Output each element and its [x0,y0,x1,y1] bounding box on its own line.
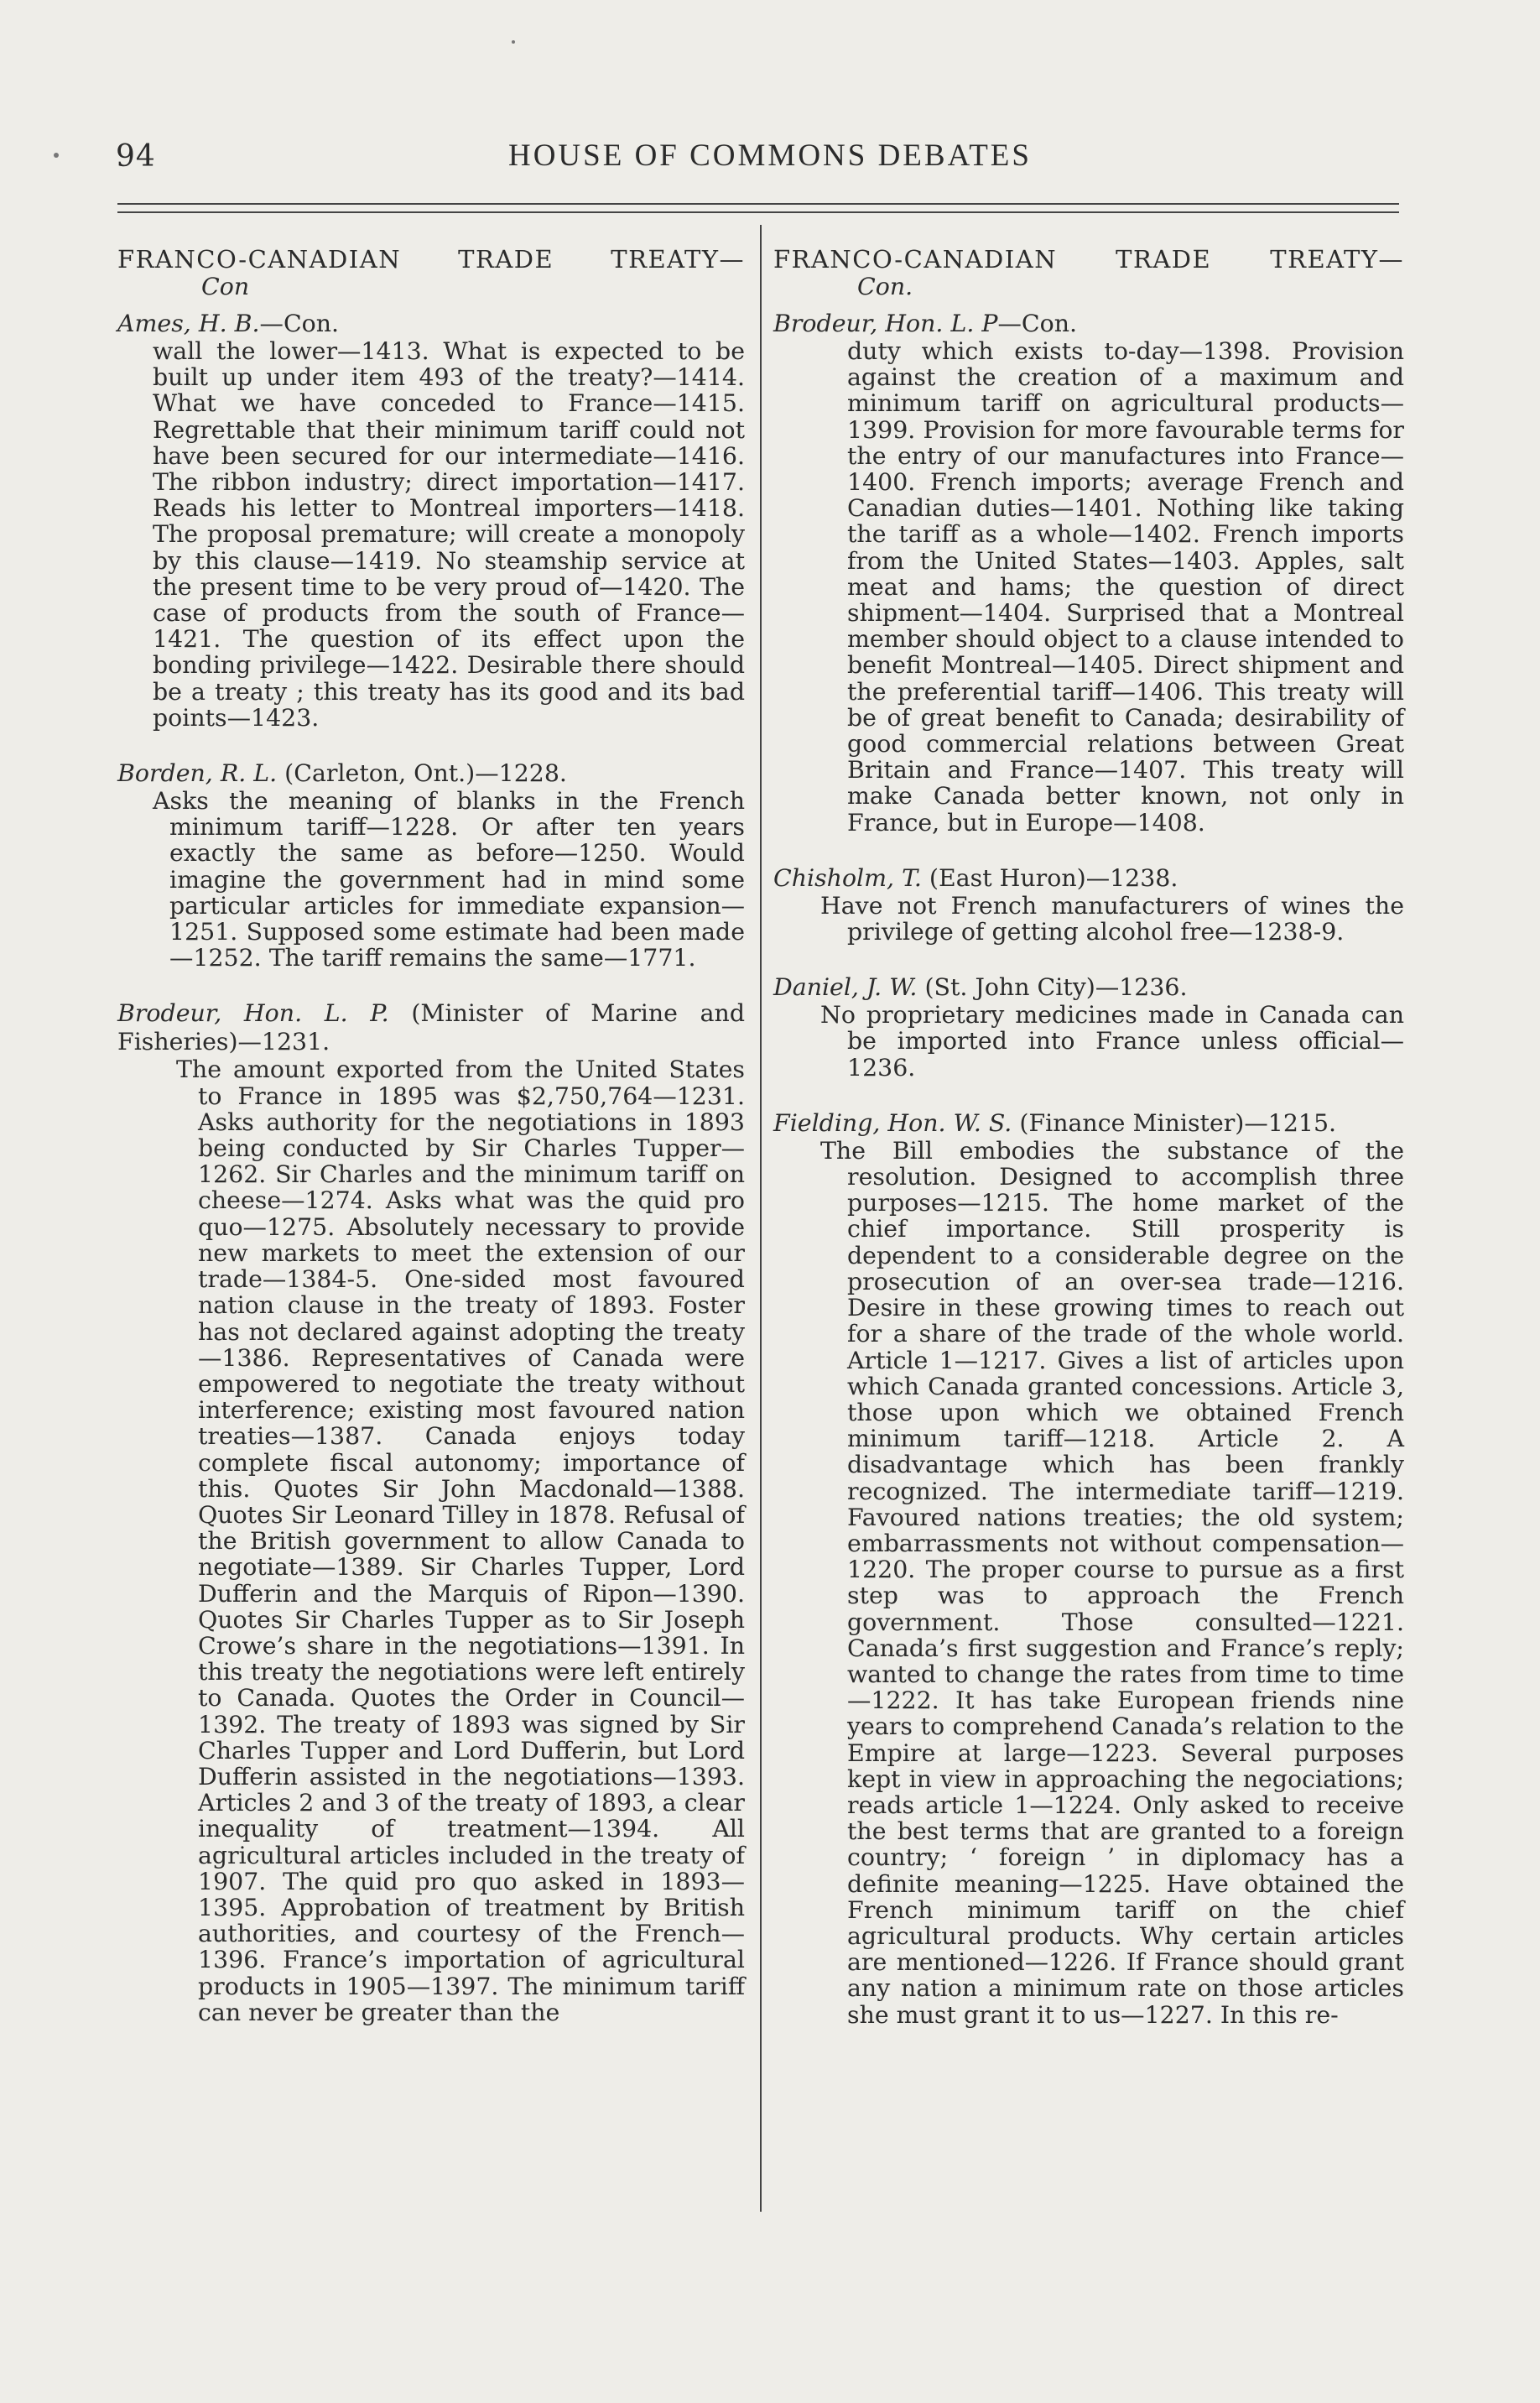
index-entry [117,759,745,971]
member-name: Chisholm, T. [773,863,922,892]
entry-body: Asks the meaning of blanks in the French minimum tariff—1228. Or after ten years exactly the same as before—1250. Would imagine the government had in mind some particular articles for immediate expansion—1251. Supposed some estimate had been made—1252. The tariff remains the same—1771. [153,787,745,972]
entry-head [773,1109,1404,1138]
entry-body: No proprietary medicines made in Canada can be imported into France unless official—1236. [820,1001,1404,1082]
index-entry [773,1109,1404,2028]
member-name: Brodeur, Hon. L. P. [117,999,389,1028]
index-entry [773,864,1404,945]
index-entry [773,973,1404,1081]
index-entry [773,310,1404,836]
section-heading-continued: Con [201,273,250,300]
entry-head [117,999,745,1056]
running-head: HOUSE OF COMMONS DEBATES [507,138,1032,173]
member-detail: (Carleton, Ont.)—1228. [277,759,567,788]
entry-head [773,864,1404,893]
member-detail: (East Huron)—1238. [921,863,1178,892]
right-column [773,247,1404,2028]
section-heading-continued: Con. [857,273,913,300]
member-detail: (St. John City)—1236. [917,973,1188,1002]
entry-head [773,310,1404,338]
member-name: Borden, R. L. [117,759,278,788]
index-entry [117,999,745,2025]
page-number: 94 [116,139,156,174]
scan-speck [54,153,59,158]
member-name: Fielding, Hon. W. S. [773,1108,1012,1137]
entry-body: The Bill embodies the substance of the resolution. Designed to accomplish three purposes—1215. The home market of the chief importance. Still prosperity is dependent to a considerable degree on the prosecution of an over-sea trade—1216. Desire in these growing times to reach out for a share of the trade of the whole world. Article 1—1217. Gives a list of articles upon which Canada granted concessions. Article 3, those upon which we obtained French minimum tariff—1218. Article 2. A disadvantage which has been frankly recognized. The intermediate tariff—1219. Favoured nations treaties; the old system; embarrassments not without compensation—1220. The proper course to pursue as a first step was to approach the French government. Those consulted—1221. Canada’s first suggestion and France’s reply; wanted to change the rates from time to time—1222. It has take European friends nine years to comprehend Canada’s relation to the Empire at large—1223. Several purposes kept in view in approaching the negociations; reads article 1—1224. Only asked to receive the best terms that are granted to a foreign country; ‘ foreign ’ in diplomacy has a definite meaning—1225. Have obtained the French minimum tariff on the chief agricultural products. Why certain articles are mentioned—1226. If France should grant any nation a minimum rate on those articles she must grant it to us—1227. In this re- [820,1136,1404,2029]
member-name: Daniel, J. W. [773,973,918,1002]
member-detail: —Con. [997,310,1077,337]
left-column [117,247,745,2025]
scan-speck [512,40,515,44]
entry-body: wall the lower—1413. What is expected to be built up under item 493 of the treaty?—1414. What we have conceded to France—1415. Regrettable that their minimum tariff could not have been secured for our intermediate—1416. The ribbon industry; direct importation—1417. Reads his letter to Montreal importers—1418. The proposal premature; will create a monopoly by this clause—1419. No steamship service at the present time to be very proud of—1420. The case of products from the south of France—1421. The question of its effect upon the bonding privilege—1422. Desirable there should be a treaty ; this treaty has its good and its bad points—1423. [153,337,745,732]
entry-body: Have not French manufacturers of wines the privilege of getting alcohol free—1238-9. [820,891,1404,946]
member-name: Brodeur, Hon. L. P [773,310,998,337]
column-divider [760,225,762,2212]
index-entry [117,310,745,731]
section-heading: FRANCO-CANADIAN TRADE TREATY— [117,245,745,274]
section-heading: FRANCO-CANADIAN TRADE TREATY— [773,245,1404,274]
entry-head [117,310,745,338]
header-rule-bottom [117,211,1399,213]
entry-head [773,973,1404,1002]
member-detail: (Finance Minister)—1215. [1012,1108,1337,1137]
entry-body: duty which exists to-day—1398. Provision against the creation of a maximum and minimum tariff on agricultural products—1399. Provision for more favourable terms for the entry of our manufactures into France—1400. French imports; average French and Canadian duties—1401. Nothing like taking the tariff as a whole—1402. French imports from the United States—1403. Apples, salt meat and hams; the question of direct shipment—1404. Surprised that a Montreal member should object to a clause intended to benefit Montreal—1405. Direct shipment and the preferential tariff—1406. This treaty will be of great benefit to Canada; desirability of good commercial relations between Great Britain and France—1407. This treaty will make Canada better known, not only in France, but in Europe—1408. [847,337,1404,837]
header-rule-top [117,203,1399,205]
entry-body: The amount exported from the United States to France in 1895 was $2,750,764—1231. Asks authority for the negotiations in 1893 being conducted by Sir Charles Tupper—1262. Sir Charles and the minimum tariff on cheese—1274. Asks what was the quid pro quo—1275. Absolutely necessary to provide new markets to meet the extension of our trade—1384-5. One-sided most favoured nation clause in the treaty of 1893. Foster has not declared against adopting the treaty—1386. Representatives of Canada were empowered to negotiate the treaty without interference; existing most favoured nation treaties—1387. Canada enjoys today complete fiscal autonomy; importance of this. Quotes Sir John Macdonald—1388. Quotes Sir Leonard Tilley in 1878. Refusal of the British government to allow Canada to negotiate—1389. Sir Charles Tupper, Lord Dufferin and the Marquis of Ripon—1390. Quotes Sir Charles Tupper as to Sir Joseph Crowe’s share in the negotiations—1391. In this treaty the negotiations were left entirely to Canada. Quotes the Order in Council—1392. The treaty of 1893 was signed by Sir Charles Tupper and Lord Dufferin, but Lord Dufferin assisted in the negotiations—1393. Articles 2 and 3 of the treaty of 1893, a clear inequality of treatment—1394. All agricultural articles included in the treaty of 1907. The quid pro quo asked in 1893—1395. Approbation of treatment by British authorities, and courtesy of the French—1396. France’s importation of agricultural products in 1905—1397. The minimum tariff can never be greater than the [176,1056,745,2026]
member-name: Ames, H. B. [117,310,260,337]
member-detail: —Con. [259,310,340,337]
entry-head [117,759,745,788]
member-detail: (Minister of Marine and Fisheries)—1231. [117,999,745,1056]
